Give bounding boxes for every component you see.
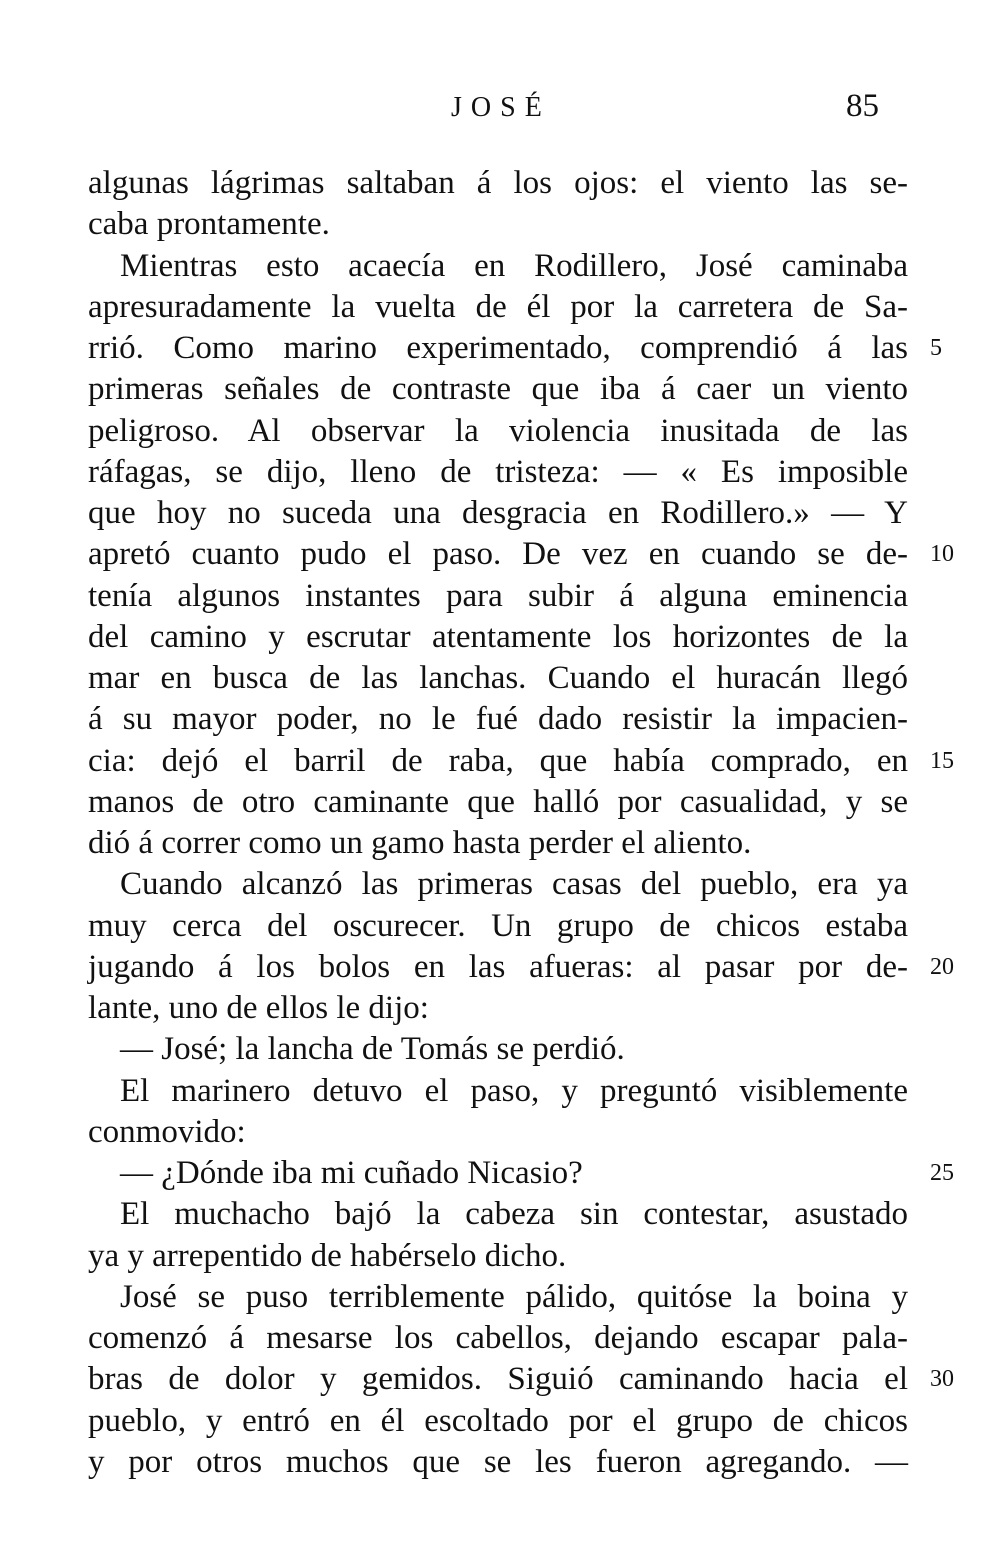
text-line-content: lante, uno de ellos le dijo: (88, 990, 429, 1026)
text-line-content: Cuando alcanzó las primeras casas del pueblo, era ya (120, 866, 908, 903)
text-line (88, 1071, 908, 1112)
text-line (88, 947, 954, 988)
text-line (88, 699, 908, 740)
text-line (88, 1029, 908, 1070)
text-line-content: ráfagas, se dijo, lleno de tristeza: — « Es imposible (88, 453, 908, 490)
text-line (88, 1236, 908, 1277)
text-line-content: manos de otro caminante que halló por casualidad, y se (88, 783, 908, 820)
text-line-content: y por otros muchos que se les fueron agregando. — (88, 1443, 908, 1480)
text-line-content: que hoy no suceda una desgracia en Rodillero.» — Y (88, 495, 908, 531)
text-line (88, 1442, 908, 1483)
text-line-content: peligroso. Al observar la violencia inusitada de las (88, 412, 908, 449)
text-line (88, 864, 908, 905)
line-number-marker: 15 (930, 747, 954, 774)
text-line (88, 576, 908, 617)
text-line (88, 823, 908, 864)
text-line-content: apretó cuanto pudo el paso. De vez en cuando se de- (88, 536, 908, 573)
text-line-content: — José; la lancha de Tomás se perdió. (120, 1031, 625, 1068)
running-title: JOSÉ (451, 92, 551, 123)
text-line (88, 287, 908, 328)
text-line (88, 1318, 908, 1359)
text-line-content: cia: dejó el barril de raba, que había comprado, en (88, 742, 908, 779)
body-text (88, 163, 954, 1483)
text-line-content: dió á correr como un gamo hasta perder el aliento. (88, 825, 752, 861)
line-number-marker: 10 (930, 541, 954, 568)
text-line (88, 411, 908, 452)
text-line-content: — ¿Dónde iba mi cuñado Nicasio? (120, 1155, 583, 1191)
text-line-content: á su mayor poder, no le fué dado resistir la impacien- (88, 701, 908, 738)
text-line-content: conmovido: (88, 1113, 246, 1150)
text-line-content: rrió. Como marino experimentado, comprendió á las (88, 330, 908, 366)
text-line (88, 246, 908, 287)
text-line (88, 741, 954, 782)
text-line (88, 163, 908, 204)
text-line (88, 782, 908, 823)
text-line (88, 988, 908, 1029)
text-line (88, 204, 908, 245)
text-line-content: muy cerca del oscurecer. Un grupo de chicos estaba (88, 907, 908, 944)
text-line (88, 534, 954, 575)
line-number-marker: 30 (930, 1366, 954, 1393)
text-line (88, 617, 908, 658)
text-line-content: jugando á los bolos en las afueras: al pasar por de- (88, 948, 908, 985)
text-line-content: apresuradamente la vuelta de él por la carretera de Sa- (88, 288, 908, 325)
page-header (0, 88, 1000, 142)
text-line-content: El muchacho bajó la cabeza sin contestar, asustado (120, 1196, 908, 1233)
page-number: 85 (846, 88, 879, 124)
text-line-content: bras de dolor y gemidos. Siguió caminando hacia el (88, 1361, 908, 1398)
text-line-content: algunas lágrimas saltaban á los ojos: el viento las se- (88, 165, 908, 201)
line-number-marker: 25 (930, 1160, 954, 1186)
text-line-content: Mientras esto acaecía en Rodillero, José caminaba (120, 247, 908, 284)
text-line (88, 1112, 908, 1153)
text-line (88, 658, 908, 699)
text-line (88, 369, 908, 410)
text-line (88, 1401, 908, 1442)
text-line (88, 906, 908, 947)
text-line-content: El marinero detuvo el paso, y preguntó visiblemente (120, 1072, 908, 1109)
text-line (88, 452, 908, 493)
text-line-content: del camino y escrutar atentamente los horizontes de la (88, 618, 908, 655)
text-line (88, 1359, 954, 1400)
text-line (88, 1194, 908, 1235)
text-line-content: pueblo, y entró en él escoltado por el grupo de chicos (88, 1402, 908, 1439)
text-line (88, 328, 942, 369)
text-line (88, 1277, 908, 1318)
text-line (88, 1153, 954, 1194)
text-line-content: tenía algunos instantes para subir á alguna eminencia (88, 577, 908, 614)
text-line-content: José se puso terriblemente pálido, quitóse la boina y (120, 1278, 908, 1315)
text-line-content: primeras señales de contraste que iba á caer un viento (88, 371, 908, 408)
text-line-content: ya y arrepentido de habérselo dicho. (88, 1237, 567, 1274)
text-line-content: mar en busca de las lanchas. Cuando el huracán llegó (88, 660, 908, 696)
text-line-content: comenzó á mesarse los cabellos, dejando escapar pala- (88, 1320, 908, 1356)
text-line (88, 493, 908, 534)
text-line-content: caba prontamente. (88, 206, 330, 243)
line-number-marker: 5 (930, 335, 942, 361)
line-number-marker: 20 (930, 953, 954, 980)
